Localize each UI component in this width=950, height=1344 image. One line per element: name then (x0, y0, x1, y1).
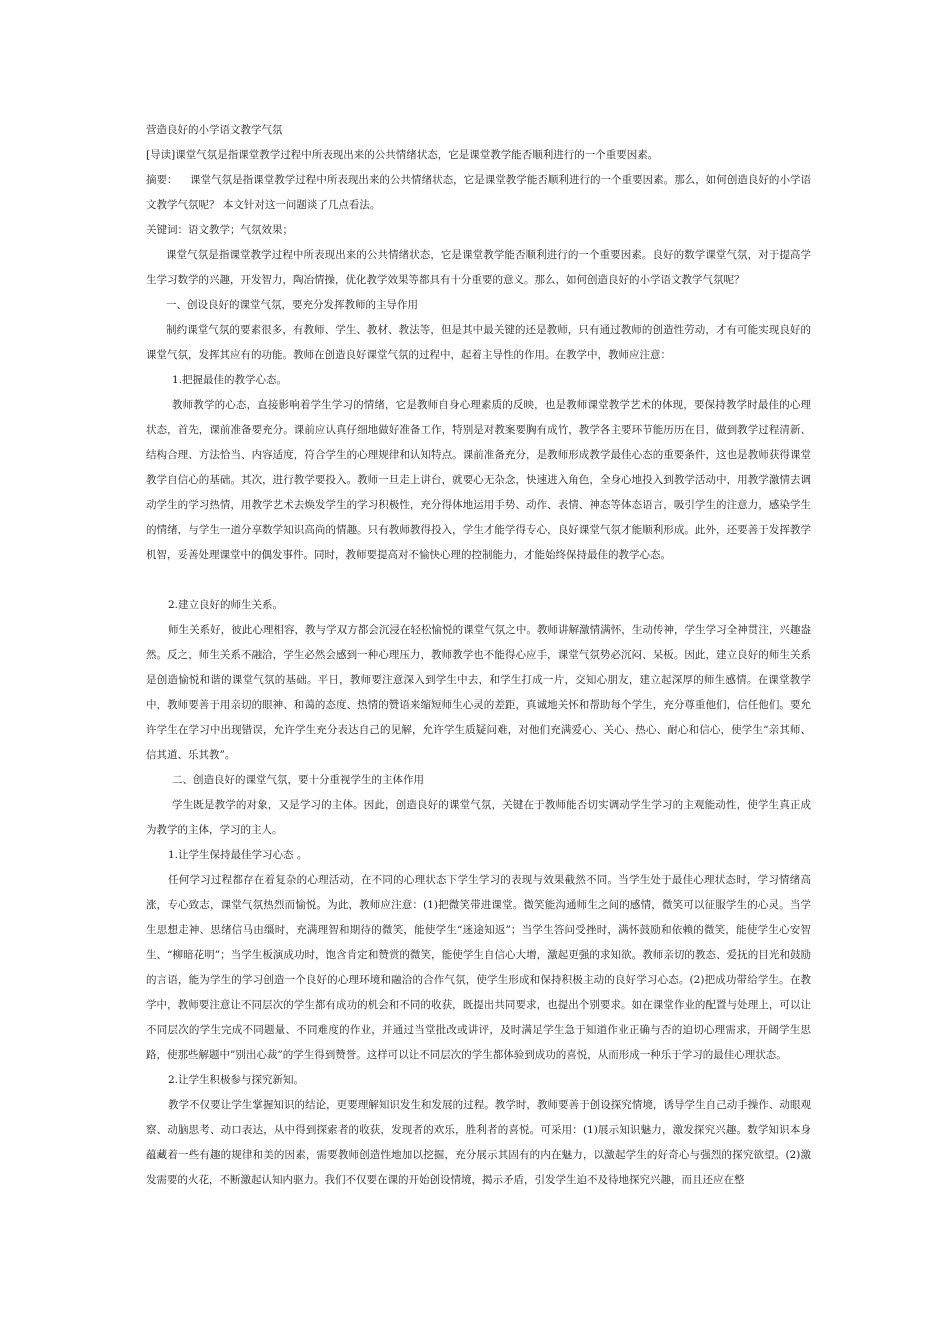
doc-lead: [导读]课堂气氛是指课堂教学过程中所表现出来的公共情绪状态，它是课堂教学能否顺利进行的一个重要因素。 (146, 149, 659, 161)
doc-keywords: 关键词：语文教学；气氛效果； (146, 224, 293, 236)
heading-section-1-2: 2.建立良好的师生关系。 (168, 599, 284, 611)
paragraph-section-2-1: 任何学习过程都存在着复杂的心理活动，在不同的心理状态下学生学习的表现与效果截然不同。当学生处于最佳心理状态时，学习情绪高涨，专心致志，课堂气氛热烈而愉悦。为此，教师应注意：(1)把微笑带进课堂。微笑能沟通师生之间的感情，微笑可以征服学生的心灵。当学生思想走神、思绪信马由缰时，充满理智和期待的微笑，能使学生“迷途知返”；当学生答问受挫时，满怀鼓励和依赖的微笑，能使学生心安智生、“柳暗花明”；当学生板演成功时，饱含肯定和赞赏的微笑，能使学生自信心大增，激起更强的求知欲。教师亲切的教态、爱抚的目光和鼓励的言语，能为学生的学习创造一个良好的心理环境和融洽的合作气氛，使学生形成和保持积极主动的良好学习心态。(2)把成功带给学生。在教学中，教师要注意让不同层次的学生都有成功的机会和不同的收获，既提出共同要求，也提出个别要求。如在课堂作业的配置与处理上，可以让不同层次的学生完成不同题量、不同难度的作业，并通过当堂批改或讲评，及时满足学生急于知道作业正确与否的迫切心理需求，开阔学生思路，使那些解题中”别出心裁”的学生得到赞誉。这样可以让不同层次的学生都体验到成功的喜悦，从而形成一种乐于学习的最佳心理状态。 (146, 874, 811, 1061)
paragraph-section-1-2: 师生关系好，彼此心理相容，教与学双方都会沉浸在轻松愉悦的课堂气氛之中。教师讲解激情满怀，生动传神，学生学习全神贯注，兴趣盎然。反之，师生关系不融洽，学生必然会感到一种心理压力，教师教学也不能得心应手，课堂气氛势必沉闷、呆板。因此，建立良好的师生关系是创造愉悦和谐的课堂气氛的基础。平日，教师要注意深入到学生中去，和学生打成一片，交知心朋友，建立起深厚的师生感情。在课堂教学中，教师要善于用亲切的眼神、和蔼的态度、热情的赞语来缩短师生心灵的差距，真诚地关怀和帮助每个学生，充分尊重他们，信任他们。要允许学生在学习中出现错误，允许学生充分表达自己的见解，允许学生质疑问难，对他们充满爱心、关心、热心、耐心和信心，使学生“亲其师、信其道、乐其教”。 (146, 624, 811, 761)
abstract-label: 摘要： (146, 174, 178, 186)
heading-section-1-1: 1.把握最佳的教学心态。 (172, 374, 288, 386)
paragraph-gap (146, 568, 811, 593)
heading-section-1: 一、创设良好的课堂气氛，要充分发挥教师的主导作用 (166, 299, 418, 311)
paragraph-intro: 课堂气氛是指课堂教学过程中所表现出来的公共情绪状态，它是课堂教学能否顺利进行的一个重要因素。良好的数学课堂气氛，对于提高学生学习数学的兴趣，开发智力，陶冶情操，优化教学效果等都具有十分重要的意义。那么，如何创造良好的小学语文教学气氛呢？ (146, 249, 811, 286)
doc-abstract (146, 168, 811, 218)
document-page (146, 118, 811, 1193)
heading-section-2: 二、创造良好的课堂气氛，要十分重视学生的主体作用 (172, 774, 424, 786)
paragraph-section-2: 学生既是教学的对象，又是学习的主体。因此，创造良好的课堂气氛，关键在于教师能否切实调动学生学习的主观能动性，使学生真正成为教学的主体，学习的主人。 (146, 799, 811, 836)
paragraph-section-1: 制约课堂气氛的要素很多，有教师、学生、教材、教法等，但是其中最关键的还是教师，只有通过教师的创造性劳动，才有可能实现良好的课堂气氛，发挥其应有的功能。教师在创造良好课堂气氛的过程中，起着主导性的作用。在教学中，教师应注意： (146, 324, 811, 361)
heading-section-2-1: 1.让学生保持最佳学习心态 。 (168, 849, 308, 861)
paragraph-section-1-1: 教师教学的心态，直接影响着学生学习的情绪，它是教师自身心理素质的反映，也是教师课堂教学艺术的体现，要保持教学时最佳的心理状态，首先，课前准备要充分。课前应认真仔细地做好准备工作，特别是对教案要胸有成竹，教学各主要环节能历历在目，做到教学过程清新、结构合理、方法恰当、内容适度，符合学生的心理规律和认知特点。课前准备充分，是教师形成教学最佳心态的重要条件，这也是教师获得课堂教学自信心的基础。其次，进行教学要投入。教师一旦走上讲台，就要心无杂念，快速进入角色，全身心地投入到教学活动中，用教学激情去调动学生的学习热情，用教学艺术去焕发学生的学习积极性，充分得体地运用手势、动作、表情、神态等体态语言，吸引学生的注意力，感染学生的情绪，与学生一道分享数学知识高尚的情趣。只有教师教得投入，学生才能学得专心，良好课堂气氛才能顺利形成。此外，还要善于发挥教学机智，妥善处理课堂中的偶发事件。同时，教师要提高对不愉快心理的控制能力，才能始终保持最佳的教学心态。 (146, 399, 811, 561)
paragraph-section-2-2: 教学不仅要让学生掌握知识的结论，更要理解知识发生和发展的过程。教学时，教师要善于创设探究情境，诱导学生自己动手操作、动眼观察、动脑思考、动口表达，从中得到探索者的收获，发现者的欢乐，胜利者的喜悦。可采用：(1)展示知识魅力，激发探究兴趣。数学知识本身蕴藏着一些有趣的规律和美的因素，需要教师创造性地加以挖掘，充分展示其固有的内在魅力，以激起学生的好奇心与强烈的探究欲望。(2)激发需要的火花，不断激起认知内驱力。我们不仅要在课的开始创设情境，揭示矛盾，引发学生迫不及待地探究兴趣，而且还应在整 (146, 1099, 811, 1186)
abstract-text: 课堂气氛是指课堂教学过程中所表现出来的公共情绪状态，它是课堂教学能否顺利进行的一个重要因素。那么，如何创造良好的小学语文教学气氛呢？ 本文针对这一问题谈了几点看法。 (146, 174, 811, 211)
heading-section-2-2: 2.让学生积极参与探究新知。 (168, 1074, 305, 1086)
doc-title: 营造良好的小学语文教学气氛 (146, 124, 283, 136)
